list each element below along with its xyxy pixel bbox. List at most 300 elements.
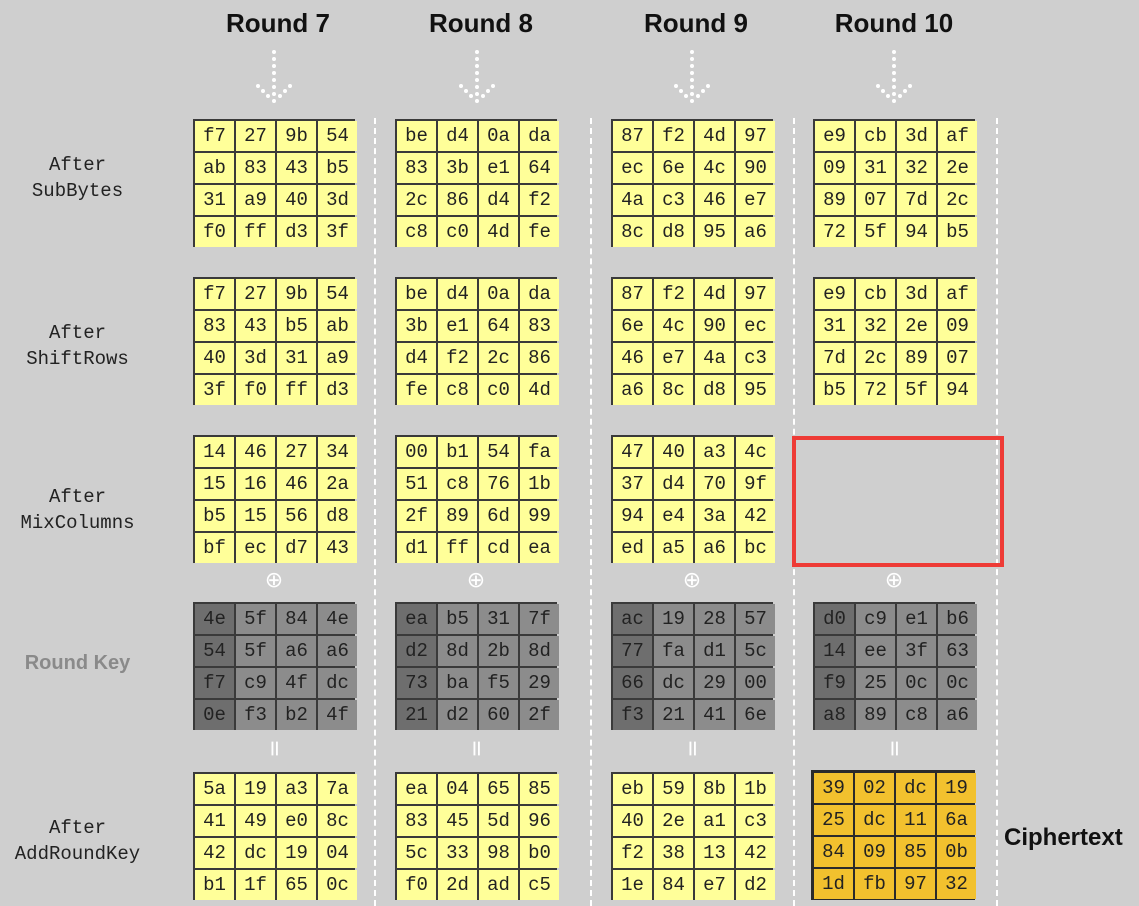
equals-icon: = xyxy=(881,739,907,758)
matrix-round-9-subbytes xyxy=(611,119,773,247)
matrix-cell: 90 xyxy=(736,153,775,183)
matrix-cell: 46 xyxy=(277,469,316,499)
matrix-cell: f0 xyxy=(236,375,275,405)
matrix-cell: 8b xyxy=(695,774,734,804)
matrix-cell: b6 xyxy=(938,604,977,634)
matrix-cell: 1f xyxy=(236,870,275,900)
matrix-cell: b5 xyxy=(195,501,234,531)
matrix-cell: 85 xyxy=(520,774,559,804)
matrix-cell: 89 xyxy=(438,501,477,531)
matrix-round-9-addroundkey xyxy=(611,772,773,900)
matrix-cell: 21 xyxy=(654,700,693,730)
matrix-cell: 15 xyxy=(236,501,275,531)
matrix-cell: b5 xyxy=(815,375,854,405)
down-arrow-icon xyxy=(672,48,712,106)
matrix-cell: 0b xyxy=(937,837,976,867)
matrix-cell: 15 xyxy=(195,469,234,499)
matrix-cell: 31 xyxy=(856,153,895,183)
matrix-cell: a6 xyxy=(938,700,977,730)
matrix-cell: b1 xyxy=(195,870,234,900)
matrix-cell: f0 xyxy=(397,870,436,900)
down-arrow-icon xyxy=(874,48,914,106)
matrix-cell: a1 xyxy=(695,806,734,836)
matrix-cell: 66 xyxy=(613,668,652,698)
matrix-cell: c9 xyxy=(856,604,895,634)
matrix-cell: 4e xyxy=(318,604,357,634)
matrix-cell: 19 xyxy=(654,604,693,634)
matrix-cell: af xyxy=(938,279,977,309)
matrix-round-7-addroundkey xyxy=(193,772,355,900)
matrix-cell: 31 xyxy=(195,185,234,215)
matrix-cell: af xyxy=(938,121,977,151)
matrix-cell: 9b xyxy=(277,121,316,151)
matrix-cell: 63 xyxy=(938,636,977,666)
matrix-cell: 96 xyxy=(520,806,559,836)
matrix-cell: 83 xyxy=(195,311,234,341)
xor-icon: ⊕ xyxy=(682,568,702,593)
matrix-cell: f2 xyxy=(438,343,477,373)
matrix-cell: 33 xyxy=(438,838,477,868)
matrix-cell: 4d xyxy=(695,279,734,309)
matrix-cell: 1b xyxy=(520,469,559,499)
round-10-title: Round 10 xyxy=(834,8,954,38)
matrix-cell: be xyxy=(397,279,436,309)
matrix-cell: 07 xyxy=(938,343,977,373)
matrix-cell: 83 xyxy=(397,153,436,183)
matrix-cell: a5 xyxy=(654,533,693,563)
matrix-cell: 86 xyxy=(520,343,559,373)
matrix-cell: 65 xyxy=(277,870,316,900)
matrix-cell: 4d xyxy=(695,121,734,151)
matrix-cell: 2c xyxy=(938,185,977,215)
matrix-cell: 2e xyxy=(897,311,936,341)
matrix-cell: 2d xyxy=(438,870,477,900)
matrix-cell: 72 xyxy=(856,375,895,405)
matrix-cell: 2f xyxy=(520,700,559,730)
matrix-cell: da xyxy=(520,121,559,151)
row-label-mixcolumns: After MixColumns xyxy=(20,486,135,534)
matrix-cell: 45 xyxy=(438,806,477,836)
matrix-cell: 27 xyxy=(236,279,275,309)
matrix-cell: f7 xyxy=(195,668,234,698)
matrix-cell: dc xyxy=(855,805,894,835)
matrix-cell: 4c xyxy=(695,153,734,183)
matrix-cell: 3d xyxy=(897,121,936,151)
matrix-cell: d1 xyxy=(397,533,436,563)
matrix-cell: a9 xyxy=(318,343,357,373)
matrix-cell: f9 xyxy=(815,668,854,698)
xor-icon: ⊕ xyxy=(884,568,904,593)
matrix-cell: 84 xyxy=(654,870,693,900)
matrix-cell: d1 xyxy=(695,636,734,666)
matrix-cell: b5 xyxy=(938,217,977,247)
matrix-cell: 47 xyxy=(613,437,652,467)
matrix-cell: ac xyxy=(613,604,652,634)
matrix-cell: fe xyxy=(397,375,436,405)
matrix-cell: 42 xyxy=(736,501,775,531)
matrix-cell: 3d xyxy=(897,279,936,309)
matrix-cell: 27 xyxy=(277,437,316,467)
matrix-cell: d3 xyxy=(277,217,316,247)
matrix-cell: b0 xyxy=(520,838,559,868)
matrix-cell: 41 xyxy=(695,700,734,730)
matrix-cell: 3f xyxy=(195,375,234,405)
matrix-cell: 70 xyxy=(695,469,734,499)
matrix-cell: 09 xyxy=(855,837,894,867)
matrix-cell: 83 xyxy=(236,153,275,183)
matrix-cell: 97 xyxy=(736,121,775,151)
matrix-cell: 31 xyxy=(277,343,316,373)
matrix-cell: 6a xyxy=(937,805,976,835)
matrix-cell: 25 xyxy=(814,805,853,835)
matrix-cell: d4 xyxy=(654,469,693,499)
matrix-cell: 1b xyxy=(736,774,775,804)
matrix-cell: f5 xyxy=(479,668,518,698)
matrix-cell: 0e xyxy=(195,700,234,730)
matrix-cell: ee xyxy=(856,636,895,666)
ciphertext-label: Ciphertext xyxy=(1004,824,1123,851)
matrix-cell: ff xyxy=(236,217,275,247)
matrix-cell: e4 xyxy=(654,501,693,531)
matrix-cell: 1e xyxy=(613,870,652,900)
matrix-ciphertext xyxy=(811,770,975,900)
matrix-cell: 5a xyxy=(195,774,234,804)
xor-icon: ⊕ xyxy=(466,568,486,593)
matrix-cell: 13 xyxy=(695,838,734,868)
matrix-cell: 0c xyxy=(938,668,977,698)
matrix-cell: a3 xyxy=(695,437,734,467)
matrix-cell: 02 xyxy=(855,773,894,803)
matrix-cell: e7 xyxy=(736,185,775,215)
matrix-cell: dc xyxy=(654,668,693,698)
matrix-cell: 3f xyxy=(318,217,357,247)
matrix-cell: d3 xyxy=(318,375,357,405)
matrix-cell: 25 xyxy=(856,668,895,698)
matrix-cell: 37 xyxy=(613,469,652,499)
matrix-cell: 89 xyxy=(897,343,936,373)
matrix-cell: fb xyxy=(855,869,894,899)
matrix-cell: 7f xyxy=(520,604,559,634)
matrix-cell: c0 xyxy=(438,217,477,247)
matrix-cell: dc xyxy=(236,838,275,868)
matrix-cell: 4d xyxy=(520,375,559,405)
matrix-cell: 4a xyxy=(695,343,734,373)
matrix-cell: fa xyxy=(654,636,693,666)
matrix-cell: 72 xyxy=(815,217,854,247)
matrix-cell: 42 xyxy=(195,838,234,868)
round-9-title: Round 9 xyxy=(644,8,748,38)
matrix-cell: d8 xyxy=(318,501,357,531)
matrix-cell: 84 xyxy=(814,837,853,867)
matrix-cell: 87 xyxy=(613,279,652,309)
matrix-round-7-mixcolumns xyxy=(193,435,355,563)
matrix-cell: d2 xyxy=(438,700,477,730)
matrix-cell: 3d xyxy=(318,185,357,215)
matrix-cell: ed xyxy=(613,533,652,563)
matrix-cell: fa xyxy=(520,437,559,467)
matrix-cell: 2e xyxy=(654,806,693,836)
matrix-cell: 5f xyxy=(236,604,275,634)
matrix-cell: ff xyxy=(277,375,316,405)
matrix-cell: f3 xyxy=(613,700,652,730)
matrix-round-10-subbytes xyxy=(813,119,975,247)
matrix-cell: eb xyxy=(613,774,652,804)
matrix-cell: 94 xyxy=(897,217,936,247)
equals-icon: = xyxy=(679,739,705,758)
matrix-cell: e0 xyxy=(277,806,316,836)
matrix-cell: b5 xyxy=(277,311,316,341)
matrix-cell: 5c xyxy=(397,838,436,868)
matrix-cell: a3 xyxy=(277,774,316,804)
round-divider xyxy=(590,118,592,906)
matrix-cell: 54 xyxy=(318,121,357,151)
matrix-cell: c8 xyxy=(397,217,436,247)
matrix-cell: 4c xyxy=(654,311,693,341)
matrix-cell: ec xyxy=(236,533,275,563)
matrix-cell: cb xyxy=(856,279,895,309)
row-label-subbytes: After SubBytes xyxy=(31,154,124,202)
matrix-cell: 4f xyxy=(277,668,316,698)
matrix-cell: 3b xyxy=(397,311,436,341)
matrix-round-8-mixcolumns xyxy=(395,435,557,563)
matrix-cell: 43 xyxy=(236,311,275,341)
matrix-round-10-roundkey xyxy=(813,602,975,730)
matrix-cell: d4 xyxy=(397,343,436,373)
matrix-cell: 0c xyxy=(318,870,357,900)
matrix-cell: 28 xyxy=(695,604,734,634)
matrix-cell: 87 xyxy=(613,121,652,151)
matrix-cell: 6e xyxy=(736,700,775,730)
matrix-cell: 16 xyxy=(236,469,275,499)
matrix-cell: 19 xyxy=(937,773,976,803)
matrix-round-8-addroundkey xyxy=(395,772,557,900)
matrix-cell: be xyxy=(397,121,436,151)
matrix-cell: 46 xyxy=(613,343,652,373)
equals-icon: = xyxy=(261,739,287,758)
matrix-cell: b5 xyxy=(318,153,357,183)
row-label-addroundkey: After AddRoundKey xyxy=(14,817,141,865)
matrix-cell: a9 xyxy=(236,185,275,215)
matrix-cell: 97 xyxy=(736,279,775,309)
matrix-cell: 14 xyxy=(815,636,854,666)
matrix-cell: 39 xyxy=(814,773,853,803)
matrix-cell: ec xyxy=(736,311,775,341)
matrix-cell: 95 xyxy=(736,375,775,405)
matrix-round-7-subbytes xyxy=(193,119,355,247)
matrix-cell: 54 xyxy=(195,636,234,666)
matrix-cell: 77 xyxy=(613,636,652,666)
matrix-cell: 32 xyxy=(937,869,976,899)
matrix-round-9-mixcolumns xyxy=(611,435,773,563)
matrix-cell: 5c xyxy=(736,636,775,666)
matrix-cell: bf xyxy=(195,533,234,563)
matrix-cell: 84 xyxy=(277,604,316,634)
equals-icon: = xyxy=(463,739,489,758)
matrix-cell: 7d xyxy=(897,185,936,215)
matrix-cell: 09 xyxy=(938,311,977,341)
matrix-cell: 57 xyxy=(736,604,775,634)
matrix-cell: 27 xyxy=(236,121,275,151)
matrix-cell: ea xyxy=(397,604,436,634)
matrix-cell: d2 xyxy=(736,870,775,900)
matrix-cell: 5f xyxy=(236,636,275,666)
matrix-cell: 00 xyxy=(736,668,775,698)
matrix-cell: d4 xyxy=(438,279,477,309)
matrix-cell: 4e xyxy=(195,604,234,634)
matrix-cell: 2c xyxy=(856,343,895,373)
matrix-cell: 46 xyxy=(695,185,734,215)
matrix-cell: d0 xyxy=(815,604,854,634)
matrix-cell: 41 xyxy=(195,806,234,836)
matrix-cell: a6 xyxy=(318,636,357,666)
matrix-cell: f0 xyxy=(195,217,234,247)
matrix-cell: f7 xyxy=(195,279,234,309)
matrix-cell: b2 xyxy=(277,700,316,730)
matrix-cell: e9 xyxy=(815,279,854,309)
matrix-cell: e1 xyxy=(897,604,936,634)
matrix-cell: 4a xyxy=(613,185,652,215)
matrix-cell: 95 xyxy=(695,217,734,247)
matrix-cell: e7 xyxy=(654,343,693,373)
matrix-cell: d2 xyxy=(397,636,436,666)
matrix-cell: 94 xyxy=(613,501,652,531)
matrix-cell: 2c xyxy=(479,343,518,373)
row-label-round-key: Round Key xyxy=(24,652,131,674)
matrix-cell: 2b xyxy=(479,636,518,666)
matrix-cell: 3d xyxy=(236,343,275,373)
matrix-cell: d4 xyxy=(479,185,518,215)
matrix-cell: 2f xyxy=(397,501,436,531)
matrix-round-7-shiftrows xyxy=(193,277,355,405)
matrix-cell: d8 xyxy=(654,217,693,247)
matrix-cell: c5 xyxy=(520,870,559,900)
matrix-cell: 3b xyxy=(438,153,477,183)
matrix-cell: c9 xyxy=(236,668,275,698)
matrix-cell: 2c xyxy=(397,185,436,215)
matrix-cell: 3f xyxy=(897,636,936,666)
matrix-cell: 8d xyxy=(520,636,559,666)
matrix-cell: c3 xyxy=(654,185,693,215)
matrix-cell: c8 xyxy=(438,469,477,499)
missing-mixcolumns-highlight xyxy=(792,436,1004,567)
matrix-cell: ec xyxy=(613,153,652,183)
matrix-cell: 56 xyxy=(277,501,316,531)
matrix-cell: 43 xyxy=(277,153,316,183)
matrix-cell: 60 xyxy=(479,700,518,730)
matrix-cell: 8d xyxy=(438,636,477,666)
matrix-cell: 40 xyxy=(613,806,652,836)
matrix-cell: 11 xyxy=(896,805,935,835)
matrix-cell: a6 xyxy=(613,375,652,405)
matrix-cell: 6e xyxy=(654,153,693,183)
matrix-cell: 64 xyxy=(520,153,559,183)
matrix-cell: 59 xyxy=(654,774,693,804)
matrix-round-9-shiftrows xyxy=(611,277,773,405)
matrix-cell: f2 xyxy=(613,838,652,868)
matrix-cell: a6 xyxy=(277,636,316,666)
matrix-cell: 4d xyxy=(479,217,518,247)
down-arrow-icon xyxy=(254,48,294,106)
matrix-cell: ad xyxy=(479,870,518,900)
matrix-cell: d8 xyxy=(695,375,734,405)
matrix-cell: 99 xyxy=(520,501,559,531)
matrix-cell: 04 xyxy=(438,774,477,804)
matrix-cell: 29 xyxy=(520,668,559,698)
matrix-cell: 40 xyxy=(277,185,316,215)
matrix-cell: 32 xyxy=(897,153,936,183)
matrix-cell: c8 xyxy=(438,375,477,405)
matrix-cell: e1 xyxy=(438,311,477,341)
matrix-cell: a8 xyxy=(815,700,854,730)
matrix-cell: 04 xyxy=(318,838,357,868)
matrix-cell: 5f xyxy=(856,217,895,247)
matrix-cell: 43 xyxy=(318,533,357,563)
matrix-cell: 4f xyxy=(318,700,357,730)
matrix-cell: 29 xyxy=(695,668,734,698)
matrix-cell: cd xyxy=(479,533,518,563)
down-arrow-icon xyxy=(457,48,497,106)
matrix-cell: f3 xyxy=(236,700,275,730)
matrix-cell: b1 xyxy=(438,437,477,467)
matrix-cell: d4 xyxy=(438,121,477,151)
matrix-cell: 89 xyxy=(815,185,854,215)
matrix-cell: e7 xyxy=(695,870,734,900)
matrix-round-7-roundkey xyxy=(193,602,355,730)
matrix-cell: c3 xyxy=(736,343,775,373)
matrix-cell: 32 xyxy=(856,311,895,341)
matrix-cell: bc xyxy=(736,533,775,563)
matrix-cell: 9f xyxy=(736,469,775,499)
matrix-cell: 8c xyxy=(654,375,693,405)
matrix-cell: 5f xyxy=(897,375,936,405)
matrix-cell: dc xyxy=(318,668,357,698)
matrix-cell: 42 xyxy=(736,838,775,868)
matrix-cell: f2 xyxy=(654,279,693,309)
matrix-cell: 54 xyxy=(479,437,518,467)
matrix-cell: 31 xyxy=(479,604,518,634)
matrix-round-8-roundkey xyxy=(395,602,557,730)
matrix-cell: 34 xyxy=(318,437,357,467)
matrix-cell: c3 xyxy=(736,806,775,836)
matrix-cell: cb xyxy=(856,121,895,151)
matrix-cell: 2a xyxy=(318,469,357,499)
matrix-cell: 85 xyxy=(896,837,935,867)
matrix-cell: ea xyxy=(397,774,436,804)
matrix-cell: 5d xyxy=(479,806,518,836)
matrix-cell: 83 xyxy=(397,806,436,836)
matrix-cell: ea xyxy=(520,533,559,563)
matrix-cell: 09 xyxy=(815,153,854,183)
matrix-cell: 64 xyxy=(479,311,518,341)
matrix-cell: 65 xyxy=(479,774,518,804)
matrix-cell: f2 xyxy=(520,185,559,215)
matrix-cell: 0c xyxy=(897,668,936,698)
row-label-shiftrows: After ShiftRows xyxy=(26,322,129,370)
matrix-cell: 4c xyxy=(736,437,775,467)
matrix-cell: 8c xyxy=(613,217,652,247)
matrix-cell: 97 xyxy=(896,869,935,899)
matrix-cell: 9b xyxy=(277,279,316,309)
matrix-cell: 00 xyxy=(397,437,436,467)
matrix-cell: 6e xyxy=(613,311,652,341)
xor-icon: ⊕ xyxy=(264,568,284,593)
matrix-cell: 49 xyxy=(236,806,275,836)
matrix-cell: 40 xyxy=(195,343,234,373)
matrix-cell: 19 xyxy=(277,838,316,868)
matrix-cell: c0 xyxy=(479,375,518,405)
matrix-cell: d7 xyxy=(277,533,316,563)
matrix-cell: 94 xyxy=(938,375,977,405)
